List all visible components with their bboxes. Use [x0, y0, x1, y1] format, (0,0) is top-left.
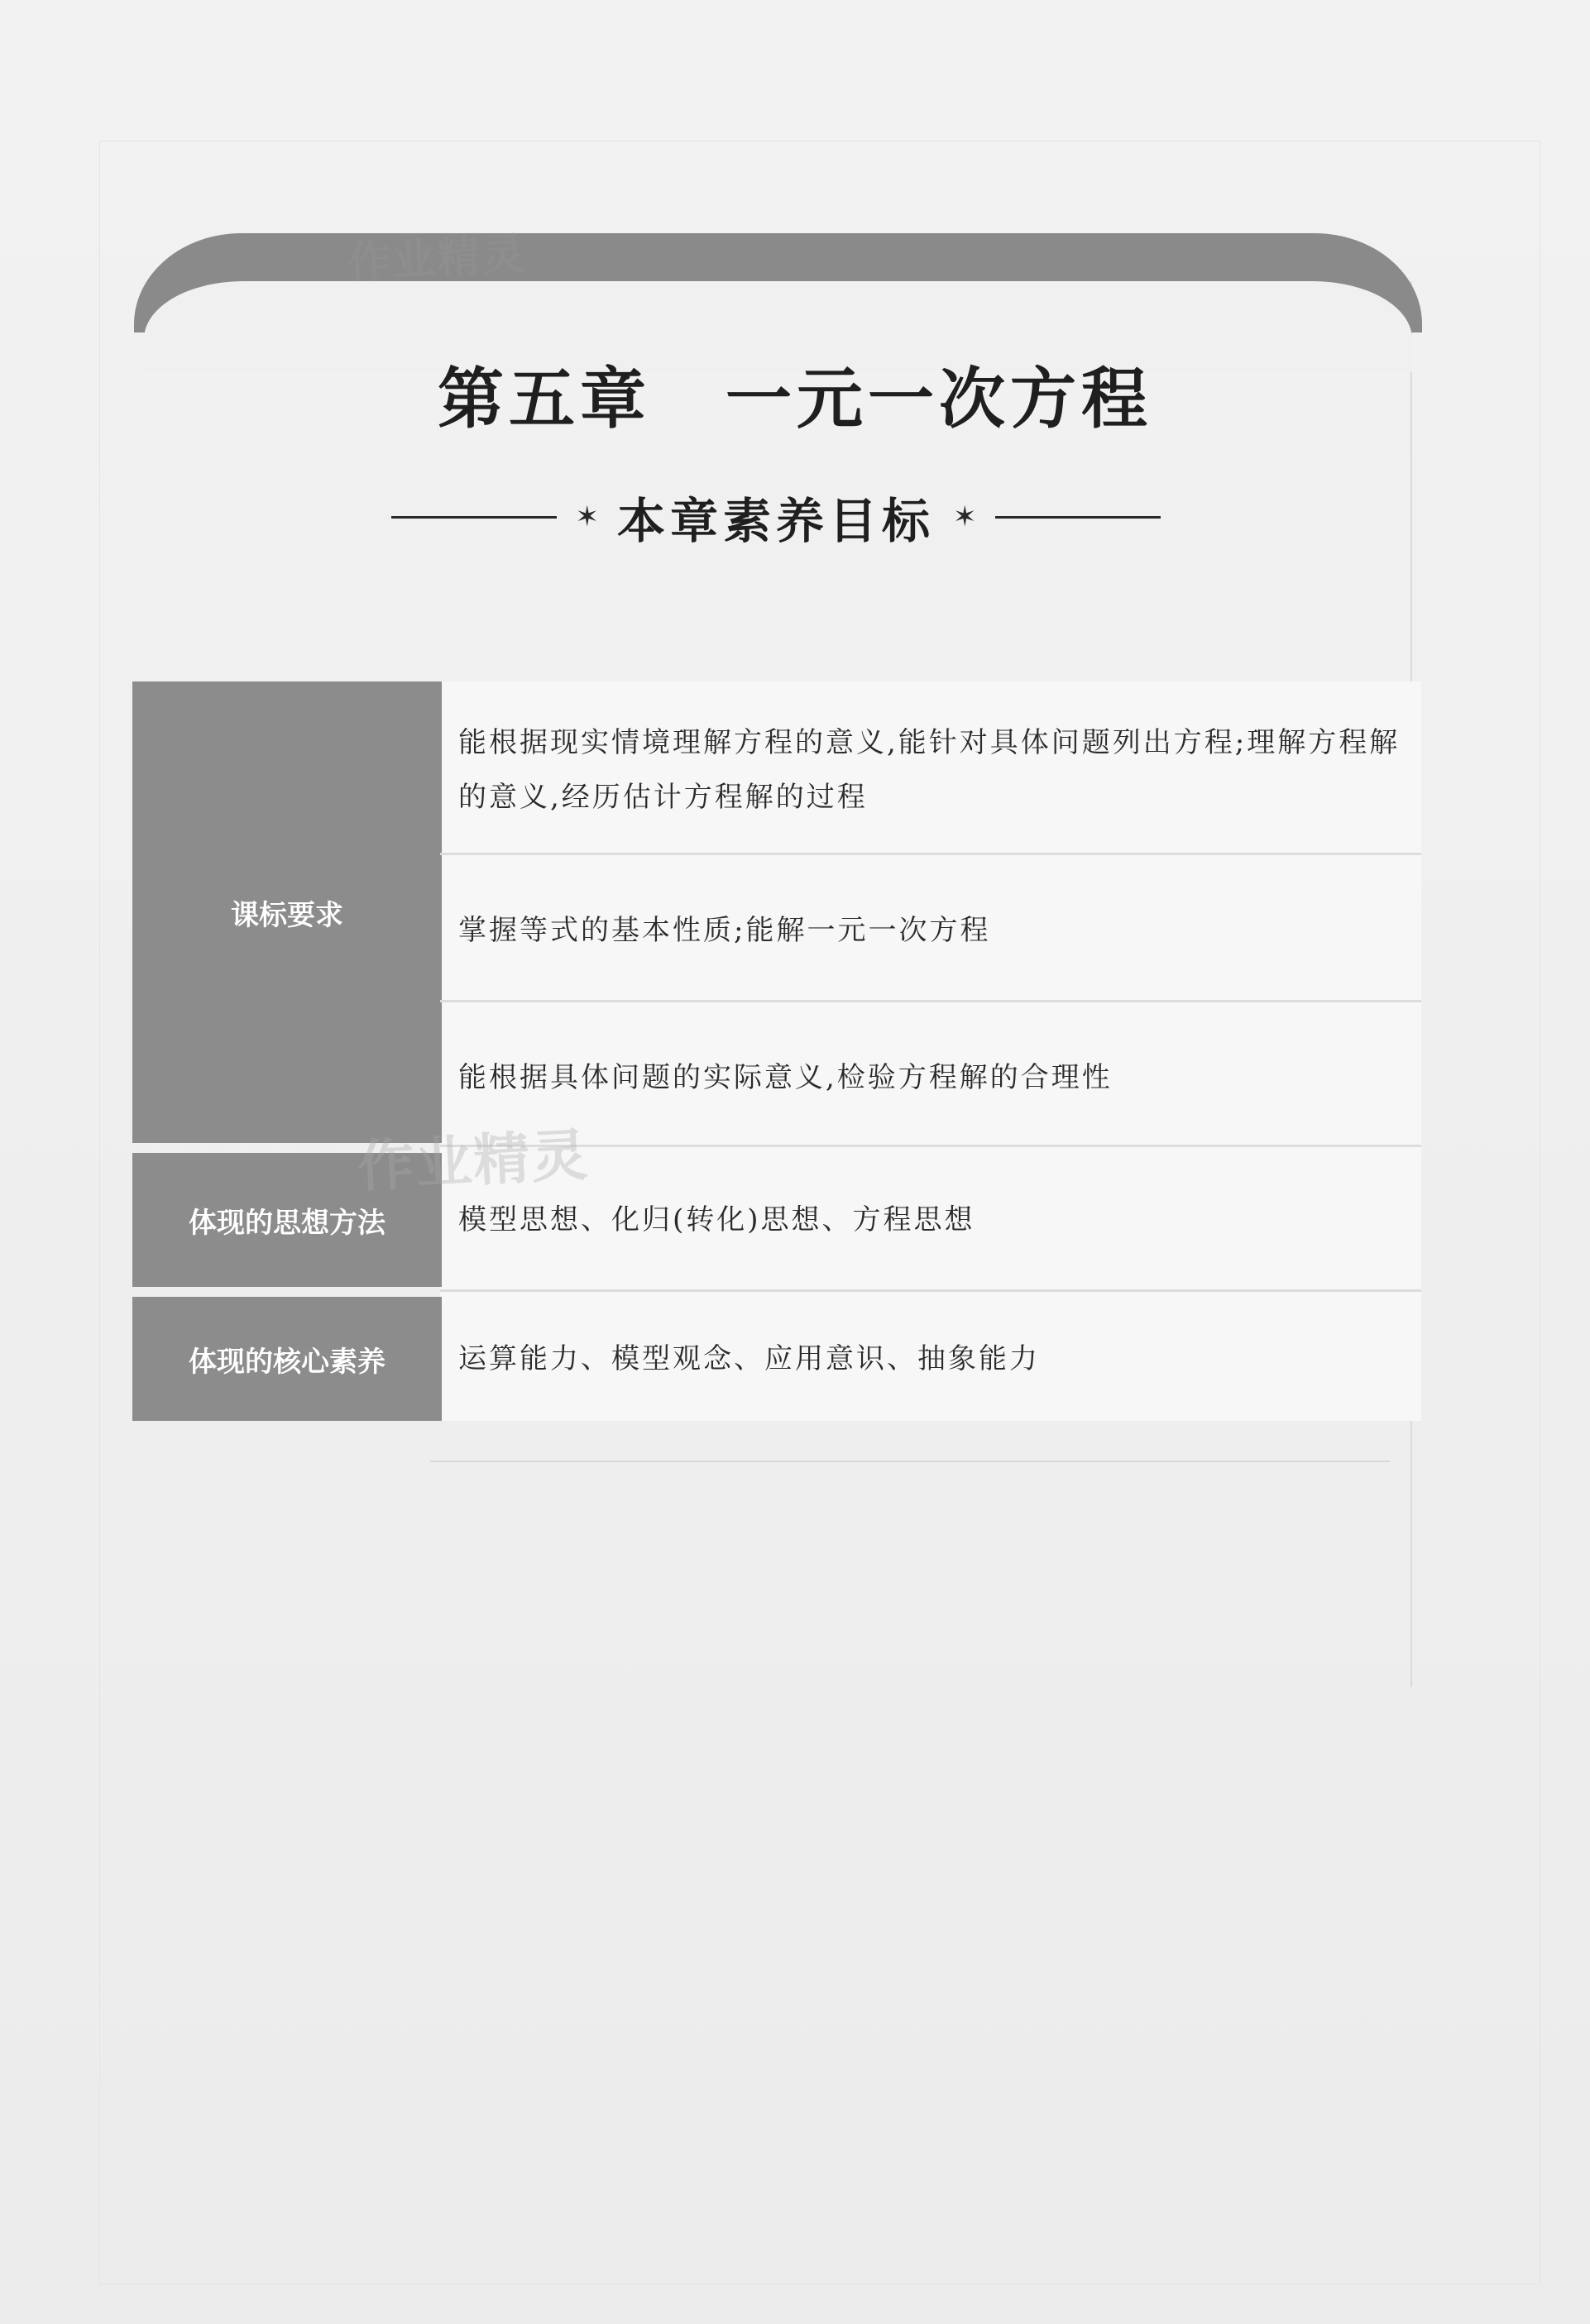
row-divider [440, 1289, 1421, 1292]
heading-rule-right [995, 516, 1161, 519]
watermark-logo: 作业精灵 [346, 229, 528, 289]
row-header-curriculum: 课标要求 [132, 681, 442, 1143]
row-header-competencies: 体现的核心素养 [132, 1297, 442, 1421]
objectives-table [132, 681, 1421, 1421]
curriculum-item: 能根据现实情境理解方程的意义,能针对具体问题列出方程;理解方程解的意义,经历估计方程解的过程 [458, 726, 1401, 814]
row-divider [440, 1000, 1421, 1002]
row-divider [440, 853, 1421, 855]
chapter-title [0, 346, 1590, 441]
chapter-number: 第五章 [438, 360, 651, 438]
row-header-methods: 体现的思想方法 [132, 1153, 442, 1287]
curriculum-item: 掌握等式的基本性质;能解一元一次方程 [458, 914, 991, 947]
star-icon: ✶ [953, 500, 977, 533]
section-heading [379, 480, 1173, 554]
bleed-through-line [430, 1461, 1340, 1462]
star-icon: ✶ [575, 500, 599, 533]
chapter-name: 一元一次方程 [726, 360, 1152, 438]
competencies-item: 运算能力、模型观念、应用意识、抽象能力 [458, 1342, 1040, 1375]
curriculum-item: 能根据具体问题的实际意义,检验方程解的合理性 [458, 1061, 1113, 1094]
methods-item: 模型思想、化归(转化)思想、方程思想 [458, 1203, 975, 1236]
watermark-logo: 作业精灵 [356, 1122, 591, 1201]
heading-rule-left [391, 516, 557, 519]
section-subtitle: 本章素养目标 [616, 493, 935, 549]
bleed-through-line [1224, 1461, 1390, 1462]
